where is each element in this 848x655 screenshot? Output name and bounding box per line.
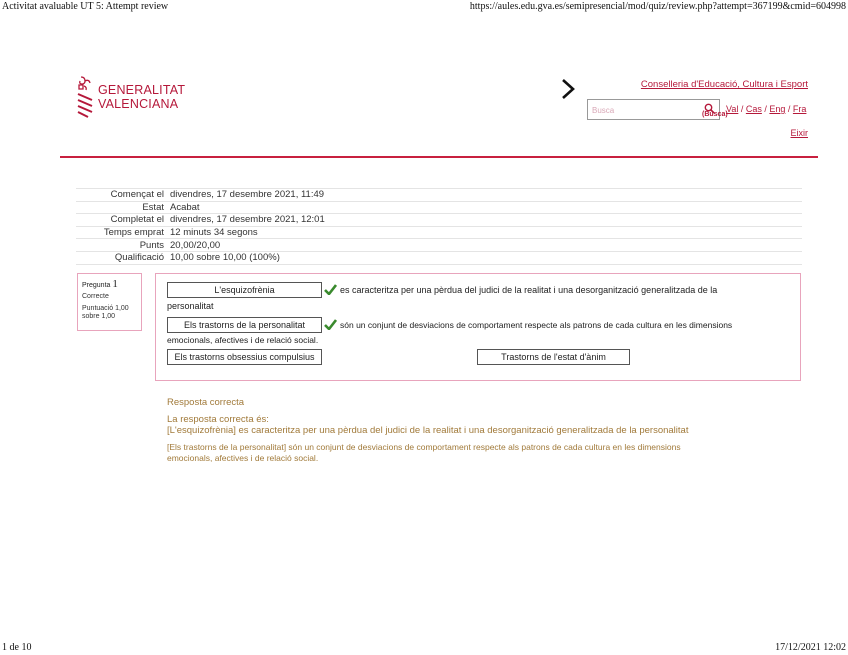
feedback-title: Resposta correcta [167, 397, 245, 408]
summary-value: divendres, 17 desembre 2021, 11:49 [167, 189, 802, 202]
search-button-caption[interactable]: (Busca) [702, 111, 728, 118]
correct-answer-line-2: [Els trastorns de la personalitat] són un conjunt de desviacions de comportament respecte als patrons de cada cultura en les dimensions [167, 442, 681, 452]
question-text-1b: personalitat [167, 301, 214, 311]
language-switcher [726, 104, 806, 114]
lang-fra-link[interactable]: Fra [792, 104, 807, 114]
question-text-1a: es caracteritza per una pèrdua del judici de la realitat i una desorganització generalitzada de la [340, 285, 718, 295]
lang-separator: / [738, 104, 746, 114]
header-divider [60, 156, 818, 158]
question-text-2b: emocionals, afectives i de relació social. [167, 335, 319, 345]
answer-drop-1[interactable]: L'esquizofrènia [167, 282, 322, 298]
table-row [76, 251, 802, 264]
grade-line-2: sobre 1,00 [82, 313, 116, 320]
question-state: Correcte [82, 293, 109, 300]
summary-label: Estat [76, 201, 167, 214]
chevron-right-icon[interactable] [560, 78, 576, 100]
summary-value: 20,00/20,00 [167, 239, 802, 252]
lang-eng-link[interactable]: Eng [769, 104, 786, 114]
table-row [76, 189, 802, 202]
feedback [167, 397, 688, 463]
lang-val-link[interactable]: Val [726, 104, 739, 114]
correct-check-icon [324, 284, 337, 295]
question-content [155, 273, 801, 381]
department-link[interactable]: Conselleria d'Educació, Cultura i Esport [640, 79, 808, 90]
print-page-number: 1 de 10 [2, 642, 32, 653]
lang-separator: / [761, 104, 770, 114]
attempt-summary-table [76, 188, 802, 265]
summary-label: Punts [76, 239, 167, 252]
print-page-title: Activitat avaluable UT 5: Attempt review [2, 1, 169, 12]
correct-answer-line-3: emocionals, afectives i de relació social. [167, 452, 319, 463]
summary-value: 10,00 sobre 10,00 (100%) [167, 251, 802, 264]
print-datetime: 17/12/2021 12:02 [775, 642, 846, 653]
question-grade [82, 305, 137, 321]
draggable-option-2[interactable]: Trastorns de l'estat d'ànim [477, 349, 630, 365]
table-row [76, 239, 802, 252]
summary-value: 12 minuts 34 segons [167, 226, 802, 239]
logo-line-1: GENERALITAT [98, 83, 186, 97]
print-url: https://aules.edu.gva.es/semipresencial/mod/quiz/review.php?attempt=367199&cmid=604998 [469, 1, 846, 12]
draggable-option-1[interactable]: Els trastorns obsessius compulsius [167, 349, 322, 365]
summary-label: Qualificació [76, 251, 167, 264]
search-input[interactable] [588, 101, 698, 120]
logo-line-2: VALENCIANA [98, 97, 179, 111]
answer-drop-2[interactable]: Els trastorns de la personalitat [167, 317, 322, 333]
question-number-value: 1 [112, 278, 118, 290]
correct-check-icon [324, 319, 337, 330]
question-number [82, 278, 137, 290]
table-row [76, 214, 802, 227]
table-row [76, 226, 802, 239]
summary-label: Començat el [76, 189, 167, 202]
search-box [587, 99, 720, 120]
table-row [76, 201, 802, 214]
summary-label: Completat el [76, 214, 167, 227]
generalitat-emblem-icon [76, 75, 94, 119]
correct-answer-intro: La resposta correcta és: [167, 414, 269, 425]
exit-link[interactable]: Eixir [790, 128, 808, 138]
summary-value: divendres, 17 desembre 2021, 12:01 [167, 214, 802, 227]
question-label: Pregunta [82, 282, 111, 289]
generalitat-logo[interactable] [76, 75, 185, 119]
question-info [77, 273, 142, 331]
summary-label: Temps emprat [76, 226, 167, 239]
summary-value: Acabat [167, 201, 802, 214]
grade-line-1: Puntuació 1,00 [82, 305, 129, 312]
question-text-2a: són un conjunt de desviacions de comportament respecte als patrons de cada cultura en les dimensions [340, 320, 733, 330]
lang-separator: / [785, 104, 793, 114]
correct-answer-line-1: [L'esquizofrènia] es caracteritza per una pèrdua del judici de la realitat i una desorganització generalitzada de la personalitat [167, 425, 689, 436]
lang-cas-link[interactable]: Cas [745, 104, 762, 114]
